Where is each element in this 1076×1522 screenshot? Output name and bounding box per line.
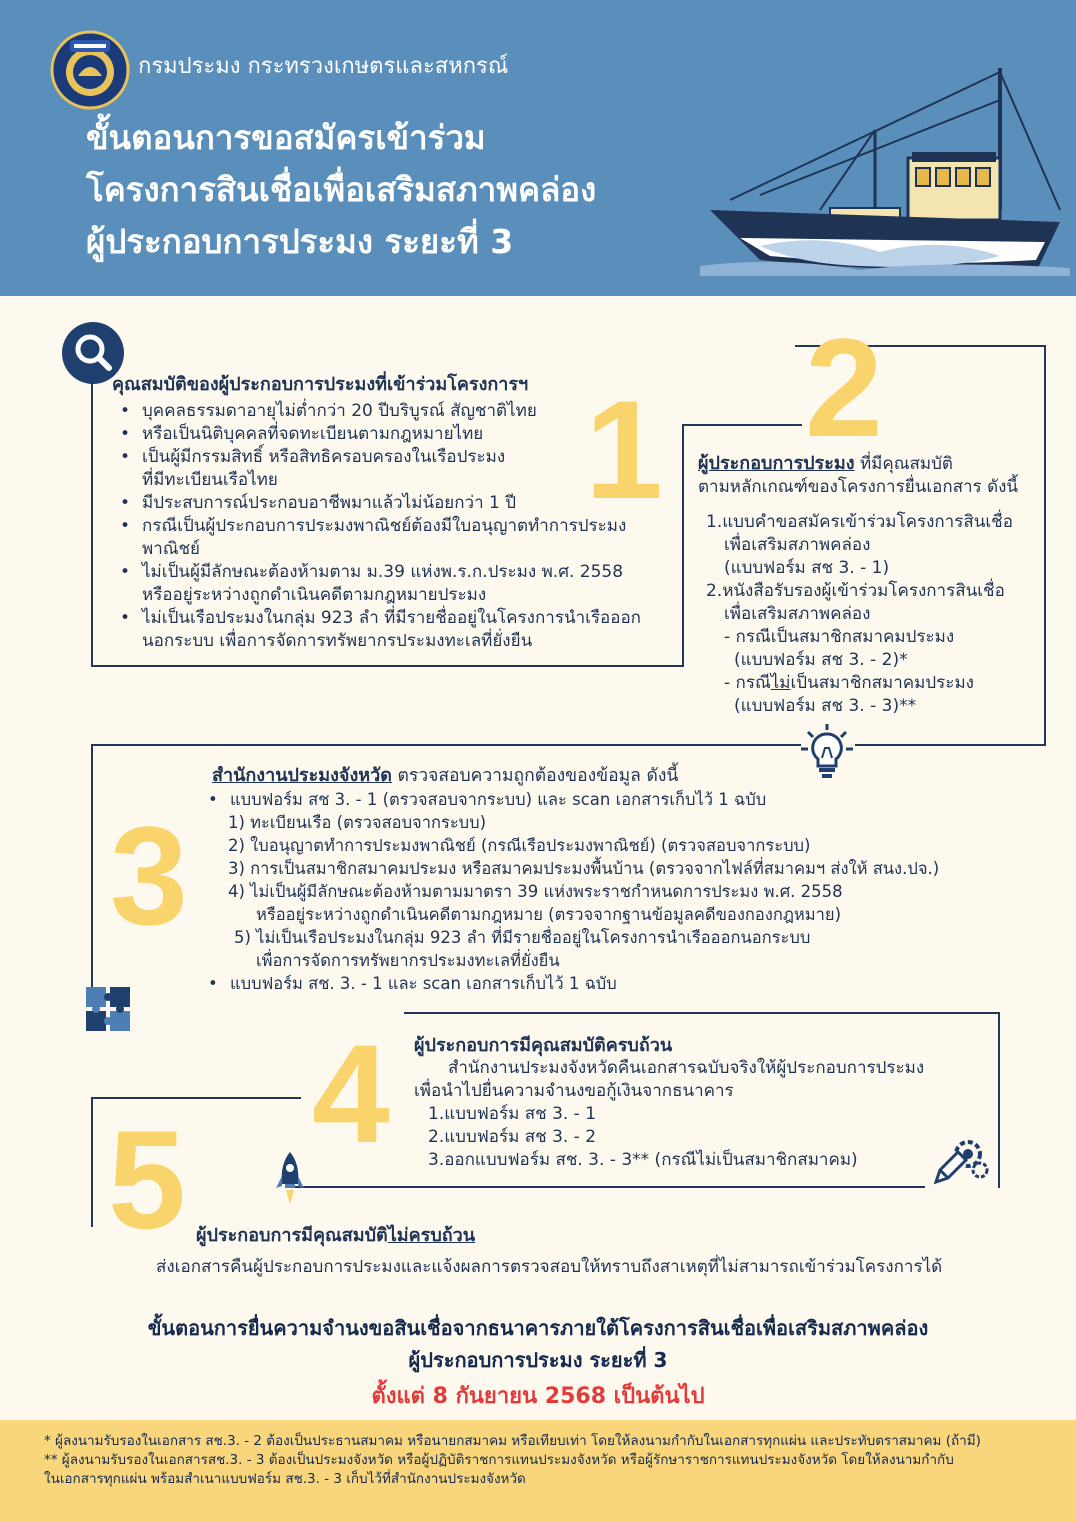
footer-note-3: ในเอกสารทุกแผ่น พร้อมสำเนาแบบฟอร์ม สช.3. - 3 เก็บไว้ที่สำนักงานประมงจังหวัด bbox=[44, 1471, 526, 1487]
step2-sub1: - กรณีเป็นสมาชิกสมาคมประมง bbox=[724, 627, 955, 647]
title-line-2: โครงการสินเชื่อเพื่อเสริมสภาพคล่อง bbox=[86, 170, 597, 209]
step4-heading: ผู้ประกอบการมีคุณสมบัติครบถ้วน bbox=[414, 1035, 673, 1056]
step4-frame-bottom bbox=[295, 1186, 925, 1188]
step-number-2: 2 bbox=[805, 309, 883, 466]
step2-sub1-form: (แบบฟอร์ม สช 3. - 2)* bbox=[734, 650, 908, 670]
step-number-4: 4 bbox=[312, 1015, 390, 1172]
step-number-5: 5 bbox=[108, 1101, 186, 1258]
footer-notes bbox=[44, 1432, 1054, 1489]
step3-frame-left bbox=[91, 744, 93, 988]
step4-content bbox=[414, 1034, 994, 1172]
step2-sub2-post: เป็นสมาชิกสมาคมประมง bbox=[790, 673, 974, 693]
step3-heading-rest: ตรวจสอบความถูกต้องของข้อมูล ดังนี้ bbox=[391, 766, 679, 786]
step4-item: 1.แบบฟอร์ม สช 3. - 1 bbox=[428, 1104, 597, 1124]
step4-line1: สำนักงานประมงจังหวัดคืนเอกสารฉบับจริงให้ผู้ประกอบการประมง bbox=[448, 1058, 925, 1078]
title-line-1: ขั้นตอนการขอสมัครเข้าร่วม bbox=[86, 118, 486, 157]
step4-frame-top bbox=[404, 1012, 1000, 1014]
check-item: 2) ใบอนุญาตทำการประมงพาณิชย์ (กรณีเรือประมงพาณิชย์) (ตรวจสอบจากระบบ) bbox=[228, 836, 811, 855]
step2-sub2-pre: - กรณี bbox=[724, 673, 771, 693]
step1-heading: คุณสมบัติของผู้ประกอบการประมงที่เข้าร่วมโครงการฯ bbox=[112, 374, 529, 395]
step4-line2: เพื่อนำไปยื่นความจำนงขอกู้เงินจากธนาคาร bbox=[414, 1081, 734, 1101]
puzzle-icon bbox=[84, 985, 132, 1033]
step2-frame-top-left bbox=[682, 424, 802, 426]
step-number-1: 1 bbox=[585, 371, 663, 528]
step2-frame-right bbox=[1044, 345, 1046, 745]
step4-frame-right bbox=[998, 1012, 1000, 1188]
step2-heading-rest: ที่มีคุณสมบัติ bbox=[854, 454, 953, 474]
step2-item2-cont: เพื่อเสริมสภาพคล่อง bbox=[724, 604, 871, 624]
summary-line-2: ผู้ประกอบการประมง ระยะที่ 3 bbox=[408, 1348, 668, 1372]
check-item-cont: เพื่อการจัดการทรัพยากรประมงทะเลที่ยั่งยืน bbox=[256, 951, 560, 970]
step2-frame-bottom-right bbox=[855, 744, 1046, 746]
step1-content bbox=[112, 373, 672, 653]
step3-bullet-1: • แบบฟอร์ม สช 3. - 1 (ตรวจสอบจากระบบ) และ scan เอกสารเก็บไว้ 1 ฉบับ bbox=[228, 788, 1032, 811]
check-item-cont: หรืออยู่ระหว่างถูกดำเนินคดีตามกฎหมาย (ตรวจจากฐานข้อมูลคดีของกองกฎหมาย) bbox=[256, 905, 842, 924]
fishing-boat-illustration bbox=[700, 60, 1070, 280]
footer-note-1: * ผู้ลงนามรับรองในเอกสาร สช.3. - 2 ต้องเป็นประธานสมาคม หรือนายกสมาคม หรือเทียบเท่า โดยให้ลงนามกำกับในเอกสารทุกแผ่น และประทับตราสมาคม (ถ้ามี) bbox=[44, 1433, 981, 1449]
step2-sub2-form: (แบบฟอร์ม สช 3. - 3)** bbox=[734, 696, 917, 716]
step2-sub2 bbox=[706, 672, 1038, 695]
check-item: 3) การเป็นสมาชิกสมาคมประมง หรือสมาคมประมงพื้นบ้าน (ตรวจจากไฟล์ที่สมาคมฯ ส่งให้ สนง.ปจ.) bbox=[228, 859, 940, 878]
header-banner bbox=[0, 0, 1076, 296]
start-date: ตั้งแต่ 8 กันยายน 2568 เป็นต้นไป bbox=[371, 1384, 705, 1409]
step5-frame-left bbox=[91, 1097, 93, 1227]
step3-bullet-2: • แบบฟอร์ม สช. 3. - 1 และ scan เอกสารเก็บไว้ 1 ฉบับ bbox=[228, 972, 1032, 995]
step3-frame-top bbox=[91, 744, 801, 746]
step1-frame-left bbox=[91, 383, 93, 666]
step2-item1-form: (แบบฟอร์ม สช 3. - 1) bbox=[724, 558, 890, 578]
step2-item2: 2.หนังสือรับรองผู้เข้าร่วมโครงการสินเชื่อ bbox=[706, 581, 1005, 601]
step2-sub2-underlined: ไม่ bbox=[770, 673, 791, 693]
step2-heading-underlined: ผู้ประกอบการประมง bbox=[698, 453, 855, 474]
page-title bbox=[86, 112, 596, 268]
step2-heading-line2: ตามหลักเกณฑ์ของโครงการยื่นเอกสาร ดังนี้ bbox=[698, 477, 1019, 497]
department-seal-icon bbox=[50, 30, 130, 110]
check-item: 4) ไม่เป็นผู้มีลักษณะต้องห้ามตามมาตรา 39 แห่งพระราชกำหนดการประมง พ.ศ. 2558 bbox=[228, 882, 843, 901]
step5-heading-pre: ผู้ประกอบการมีคุณสมบัติ bbox=[196, 1225, 388, 1246]
step3-content bbox=[212, 764, 1032, 995]
step4-item: 3.ออกแบบฟอร์ม สช. 3. - 3** (กรณีไม่เป็นสมาชิกสมาคม) bbox=[428, 1150, 858, 1170]
step5-frame-top bbox=[91, 1097, 301, 1099]
department-name: กรมประมง กระทรวงเกษตรและสหกรณ์ bbox=[138, 54, 509, 79]
step4-item: 2.แบบฟอร์ม สช 3. - 2 bbox=[428, 1127, 597, 1147]
summary-line-1: ขั้นตอนการยื่นความจำนงขอสินเชื่อจากธนาคารภายใต้โครงการสินเชื่อเพื่อเสริมสภาพคล่อง bbox=[147, 1316, 929, 1340]
qualification-item: • มีประสบการณ์ประกอบอาชีพมาแล้วไม่น้อยกว่า 1 ปี bbox=[140, 492, 672, 515]
qualification-item: • หรือเป็นนิติบุคคลที่จดทะเบียนตามกฎหมายไทย bbox=[140, 423, 672, 446]
step5-line: ส่งเอกสารคืนผู้ประกอบการประมงและแจ้งผลการตรวจสอบให้ทราบถึงสาเหตุที่ไม่สามารถเข้าร่วมโครงการได้ bbox=[156, 1257, 943, 1277]
step2-content bbox=[698, 452, 1038, 718]
check-item: 5) ไม่เป็นเรือประมงในกลุ่ม 923 ลำ ที่มีรายชื่ออยู่ในโครงการนำเรือออกนอกระบบ bbox=[234, 928, 811, 947]
qualification-item: • กรณีเป็นผู้ประกอบการประมงพาณิชย์ต้องมีใบอนุญาตทำการประมง พาณิชย์ bbox=[140, 515, 672, 561]
step2-item1-cont: เพื่อเสริมสภาพคล่อง bbox=[724, 535, 871, 555]
step1-frame-bottom bbox=[91, 665, 683, 667]
step3-heading-underlined: สำนักงานประมงจังหวัด bbox=[212, 765, 392, 786]
qualification-item: • ไม่เป็นผู้มีลักษณะต้องห้ามตาม ม.39 แห่งพ.ร.ก.ประมง พ.ศ. 2558 หรืออยู่ระหว่างถูกดำเนินคดีตามกฎหมายประมง bbox=[140, 561, 672, 607]
qualification-item: • เป็นผู้มีกรรมสิทธิ์ หรือสิทธิครอบครองในเรือประมง ที่มีทะเบียนเรือไทย bbox=[140, 446, 672, 492]
rocket-icon bbox=[276, 1150, 304, 1206]
step5-heading-wrap bbox=[196, 1224, 1056, 1248]
footer-note-2: ** ผู้ลงนามรับรองในเอกสารสช.3. - 3 ต้องเป็นประมงจังหวัด หรือผู้ปฏิบัติราชการแทนประมงจังหวัด หรือผู้รักษาราชการแทนประมงจังหวัด โดยให้ลงนามกำกับ bbox=[44, 1452, 954, 1468]
title-line-3: ผู้ประกอบการประมง ระยะที่ 3 bbox=[86, 222, 514, 261]
step2-item1: 1.แบบคำขอสมัครเข้าร่วมโครงการสินเชื่อ bbox=[706, 512, 1013, 532]
step1-frame-right bbox=[682, 424, 684, 667]
check-item: 1) ทะเบียนเรือ (ตรวจสอบจากระบบ) bbox=[228, 813, 487, 832]
gear-pencil-icon bbox=[932, 1132, 990, 1186]
qualification-item: • บุคคลธรรมดาอายุไม่ต่ำกว่า 20 ปีบริบูรณ์ สัญชาติไทย bbox=[140, 400, 672, 423]
step-number-3: 3 bbox=[110, 797, 188, 954]
qualification-item: • ไม่เป็นเรือประมงในกลุ่ม 923 ลำ ที่มีรายชื่ออยู่ในโครงการนำเรือออก นอกระบบ เพื่อการจัดการทรัพยากรประมงทะเลที่ยั่งยืน bbox=[140, 607, 672, 653]
step5-heading-underlined: ไม่ครบถ้วน bbox=[387, 1225, 476, 1246]
